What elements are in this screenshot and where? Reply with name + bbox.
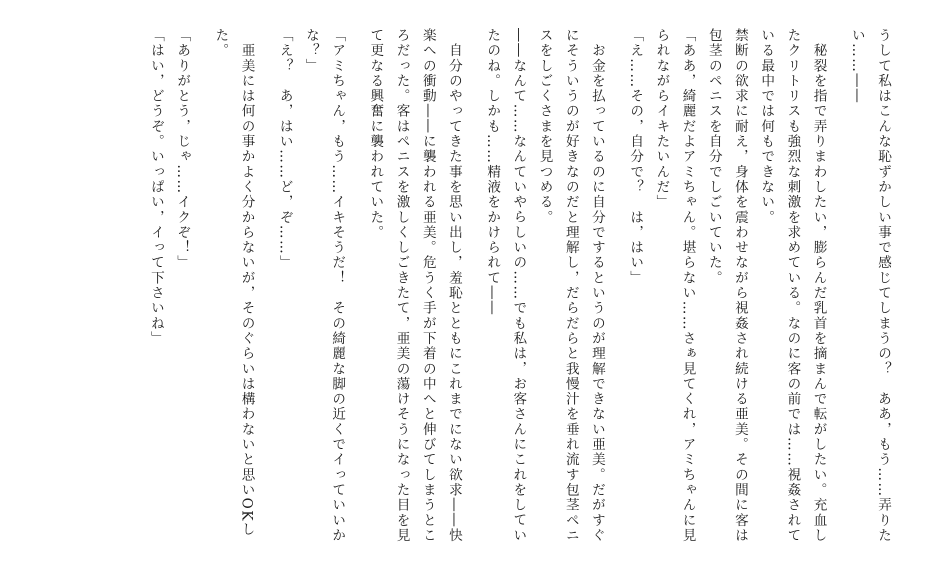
paragraph-gap <box>350 28 362 548</box>
paragraph-6: お金を払っているのに自分でするというのが理解できない亜美。だがすぐにそういうのが好きなのだと理解し，だらだらと我慢汁を垂れ流す包茎ペニスをしごくさまを見つめる。 <box>536 28 605 544</box>
paragraph-2: 秘裂を指で弄りまわしたい，膨らんだ乳首を摘まんで転がしたい。充血したクリトリスも強烈な刺激を求めている。なのに客の前では……視姦されている最中では何もできない。 <box>758 28 827 544</box>
paragraph-4: 「ああ，綺麗だよアミちゃん。堪らない……さぁ見てくれ，アミちゃんに見られながらイキたいんだ」 <box>653 28 696 544</box>
paragraph-gap <box>195 28 207 548</box>
paragraph-9: 「アミちゃん，もう……イキそうだ！ その綺麗な脚の近くでイっていいかな？」 <box>302 28 346 544</box>
paragraph-12: 「ありがとう，じゃ……イクぞ！」 <box>174 28 191 271</box>
paragraph-gap <box>610 28 622 548</box>
paragraph-gap <box>467 28 479 548</box>
paragraph-5: 「え……その，自分で？ は，はい」 <box>627 28 644 286</box>
paragraph-7: ――なんて……なんていやらしいの……でも私は，お客さんにこれをしていたのね。しかも……精液をかけられて―― <box>484 28 527 544</box>
paragraph-3: 禁断の欲求に耐え，身体を震わせながら視姦され続ける亜美。その間に客は包茎のペニスを自分でしごいていた。 <box>705 28 748 544</box>
vertical-text-body <box>143 28 896 548</box>
paragraph-1: うして私はこんな恥ずかしい事で感じてしまうの？ ああ，もう……弄りたい……―― <box>848 28 891 544</box>
paragraph-gap <box>832 28 844 548</box>
paragraph-13: 「はい，どうぞ。いっぱい，イって下さいね」 <box>147 28 164 347</box>
paragraph-10: 「え？ あ，はい……ど，ぞ……」 <box>276 28 293 271</box>
paragraph-8: 自分のやってきた事を思い出し，羞恥とともにこれまでにない欲求――快楽への衝動――に襲われる亜美。危うく手が下着の中へと伸びてしまうところだった。客はペニスを激しくしごきたて，亜美の蕩けそうになった目を見て更なる興奮に襲われていた。 <box>367 28 462 544</box>
paragraph-gap <box>260 28 272 548</box>
paragraph-11: 亜美には何の事かよく分からないが，そのぐらいは構わないと思いOKした。 <box>212 28 255 538</box>
